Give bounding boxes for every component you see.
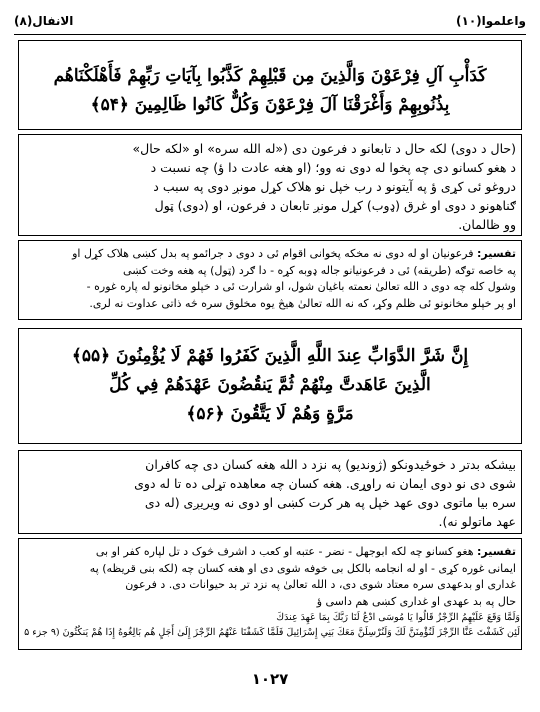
- translation-line: (حال د دوی) لکه حال د تابعانو د فرعون دی («له الله سره» او «لکه حال»: [132, 141, 516, 156]
- translation-line: بیشکه بدتر د خوځیدونکو (ژوندیو) په نزد د الله هغه کسان دی چه کافران: [145, 457, 516, 472]
- verse-line: كَدَأْبِ آلِ فِرْعَوْنَ وَالَّذِينَ مِن قَبْلِهِمْ كَذَّبُوا بِآيَاتِ رَبِّهِمْ فَأَهْلَكْنَاهُم: [53, 66, 487, 86]
- page-header: [14, 10, 526, 32]
- footnote-line: لَئِن كَشَفْتَ عَنَّا الرِّجْزَ لَنُؤْمِنَنَّ لَكَ وَلَنُرْسِلَنَّ مَعَكَ بَنِي إِسْرَائِيلَ فَلَمَّا كَشَفْنَا عَنْهُمُ الرِّجْزَ إِلَىٰ أَجَلٍ هُم بَالِغُوهُ إِذَا هُمْ يَنكُثُونَ: [62, 627, 520, 638]
- tafsir-line: په خاصه توګه (طریقه) ئی د فرعونیانو جاله ډوبه کړه - دا ګرد (ټول) په هغه وخت کښی: [123, 263, 516, 277]
- verse-line: الَّذِينَ عَاهَدتَّ مِنْهُمْ ثُمَّ يَنقُضُونَ عَهْدَهُمْ فِي كُلِّ: [109, 375, 431, 395]
- header-surah-label: الانفال(۸): [14, 14, 74, 28]
- translation-line: د هغو کسانو دی چه پخوا له دوی نه وو؛ (او هغه عادت دا ؤ) چه نسبت د: [150, 160, 516, 175]
- tafsir-line: ایمانی غوره کړی - او له انجامه بالکل بی خوفه شوی دی او هغه کسان چه (لکه بنی قریظه) په: [89, 561, 516, 575]
- quran-verse-1: [20, 62, 520, 120]
- header-juz-label: واعلموا(۱۰): [456, 14, 526, 28]
- quran-verse-2: [20, 342, 520, 429]
- verse-line: بِذُنُوبِهِمْ وَأَغْرَقْنَا آلَ فِرْعَوْنَ وَكُلٌّ كَانُوا ظَالِمِينَ ﴿۵۴﴾: [90, 95, 450, 115]
- translation-2: [24, 455, 516, 531]
- translation-line: عهد ماتولو نه).: [438, 514, 516, 529]
- tafsir-line: فرعونیان او له دوی نه مخکه پخوانی اقوام ئی د دوی د جرائمو په بدل کښی هلاک کړل او: [72, 247, 474, 260]
- footnote-line: وَلَمَّا وَقَعَ عَلَيْهِمُ الرِّجْزُ قَالُوا يَا مُوسَى ادْعُ لَنَا رَبَّكَ بِمَا عَهِدَ عِندَكَ: [276, 612, 520, 623]
- translation-line: وو ظالمان.: [458, 217, 516, 232]
- footnote-verse: [20, 610, 520, 640]
- translation-line: سره بیا ماتوی دوی عهد خپل په هر کرت کښی او دوی نه ویریږی (له دی: [144, 495, 516, 510]
- header-rule: [14, 34, 526, 35]
- page: [14, 10, 526, 702]
- footnote-reference: (۹ جزء ۵: [24, 627, 60, 638]
- tafsir-2: [24, 544, 516, 610]
- tafsir-label: تفسیر:: [477, 247, 516, 260]
- tafsir-1: [24, 246, 516, 312]
- tafsir-line: هغو کسانو چه لکه ابوجهل - نضر - عتبه او کعب د اشرف څوک د تل لپاره کفر او بی: [95, 545, 474, 558]
- translation-line: ګناهونو د دوی او غرق (ډوب) کړل مونږ تابعان د فرعون، او (دوی) ټول: [154, 198, 516, 213]
- tafsir-line: او پر خپلو مخانونو ئی ظلم وکړ، که نه الله تعالیٰ هیڅ یوه مخلوق سره څه ذاتی عداوت نه لری.: [89, 296, 516, 310]
- verse-line: مَرَّةٍ وَهُمْ لَا يَتَّقُونَ ﴿۵۶﴾: [186, 404, 354, 424]
- tafsir-line: غداری او بدعهدی سره معتاد شوی دی، د الله تعالیٰ په نزد تر بد حیوانات دی. د فرعون: [125, 578, 516, 591]
- translation-line: دروغو ئی کړی ؤ په آیتونو د رب خپل نو هلاک کړل مونږ دوی په سبب د: [153, 179, 516, 194]
- tafsir-label: تفسیر:: [477, 545, 516, 558]
- tafsir-line: وشول کله چه دوی د الله تعالیٰ نعمته باغیان شول، او شرارت ئی د خپلو مخانونو له پاره غوره -: [86, 280, 516, 293]
- page-number: ۱۰۲۷: [251, 670, 289, 688]
- tafsir-line: حال په بد عهدی او غداری کښی هم داسی ؤ: [316, 594, 516, 608]
- verse-line: إِنَّ شَرَّ الدَّوَابِّ عِندَ اللَّهِ الَّذِينَ كَفَرُوا فَهُمْ لَا يُؤْمِنُونَ ﴿۵۵﴾: [71, 346, 469, 366]
- translation-1: [24, 139, 516, 234]
- translation-line: شوی دی نو دوی ایمان نه راوړی. هغه کسان چه معاهده تړلی ده تا له دوی: [134, 476, 516, 491]
